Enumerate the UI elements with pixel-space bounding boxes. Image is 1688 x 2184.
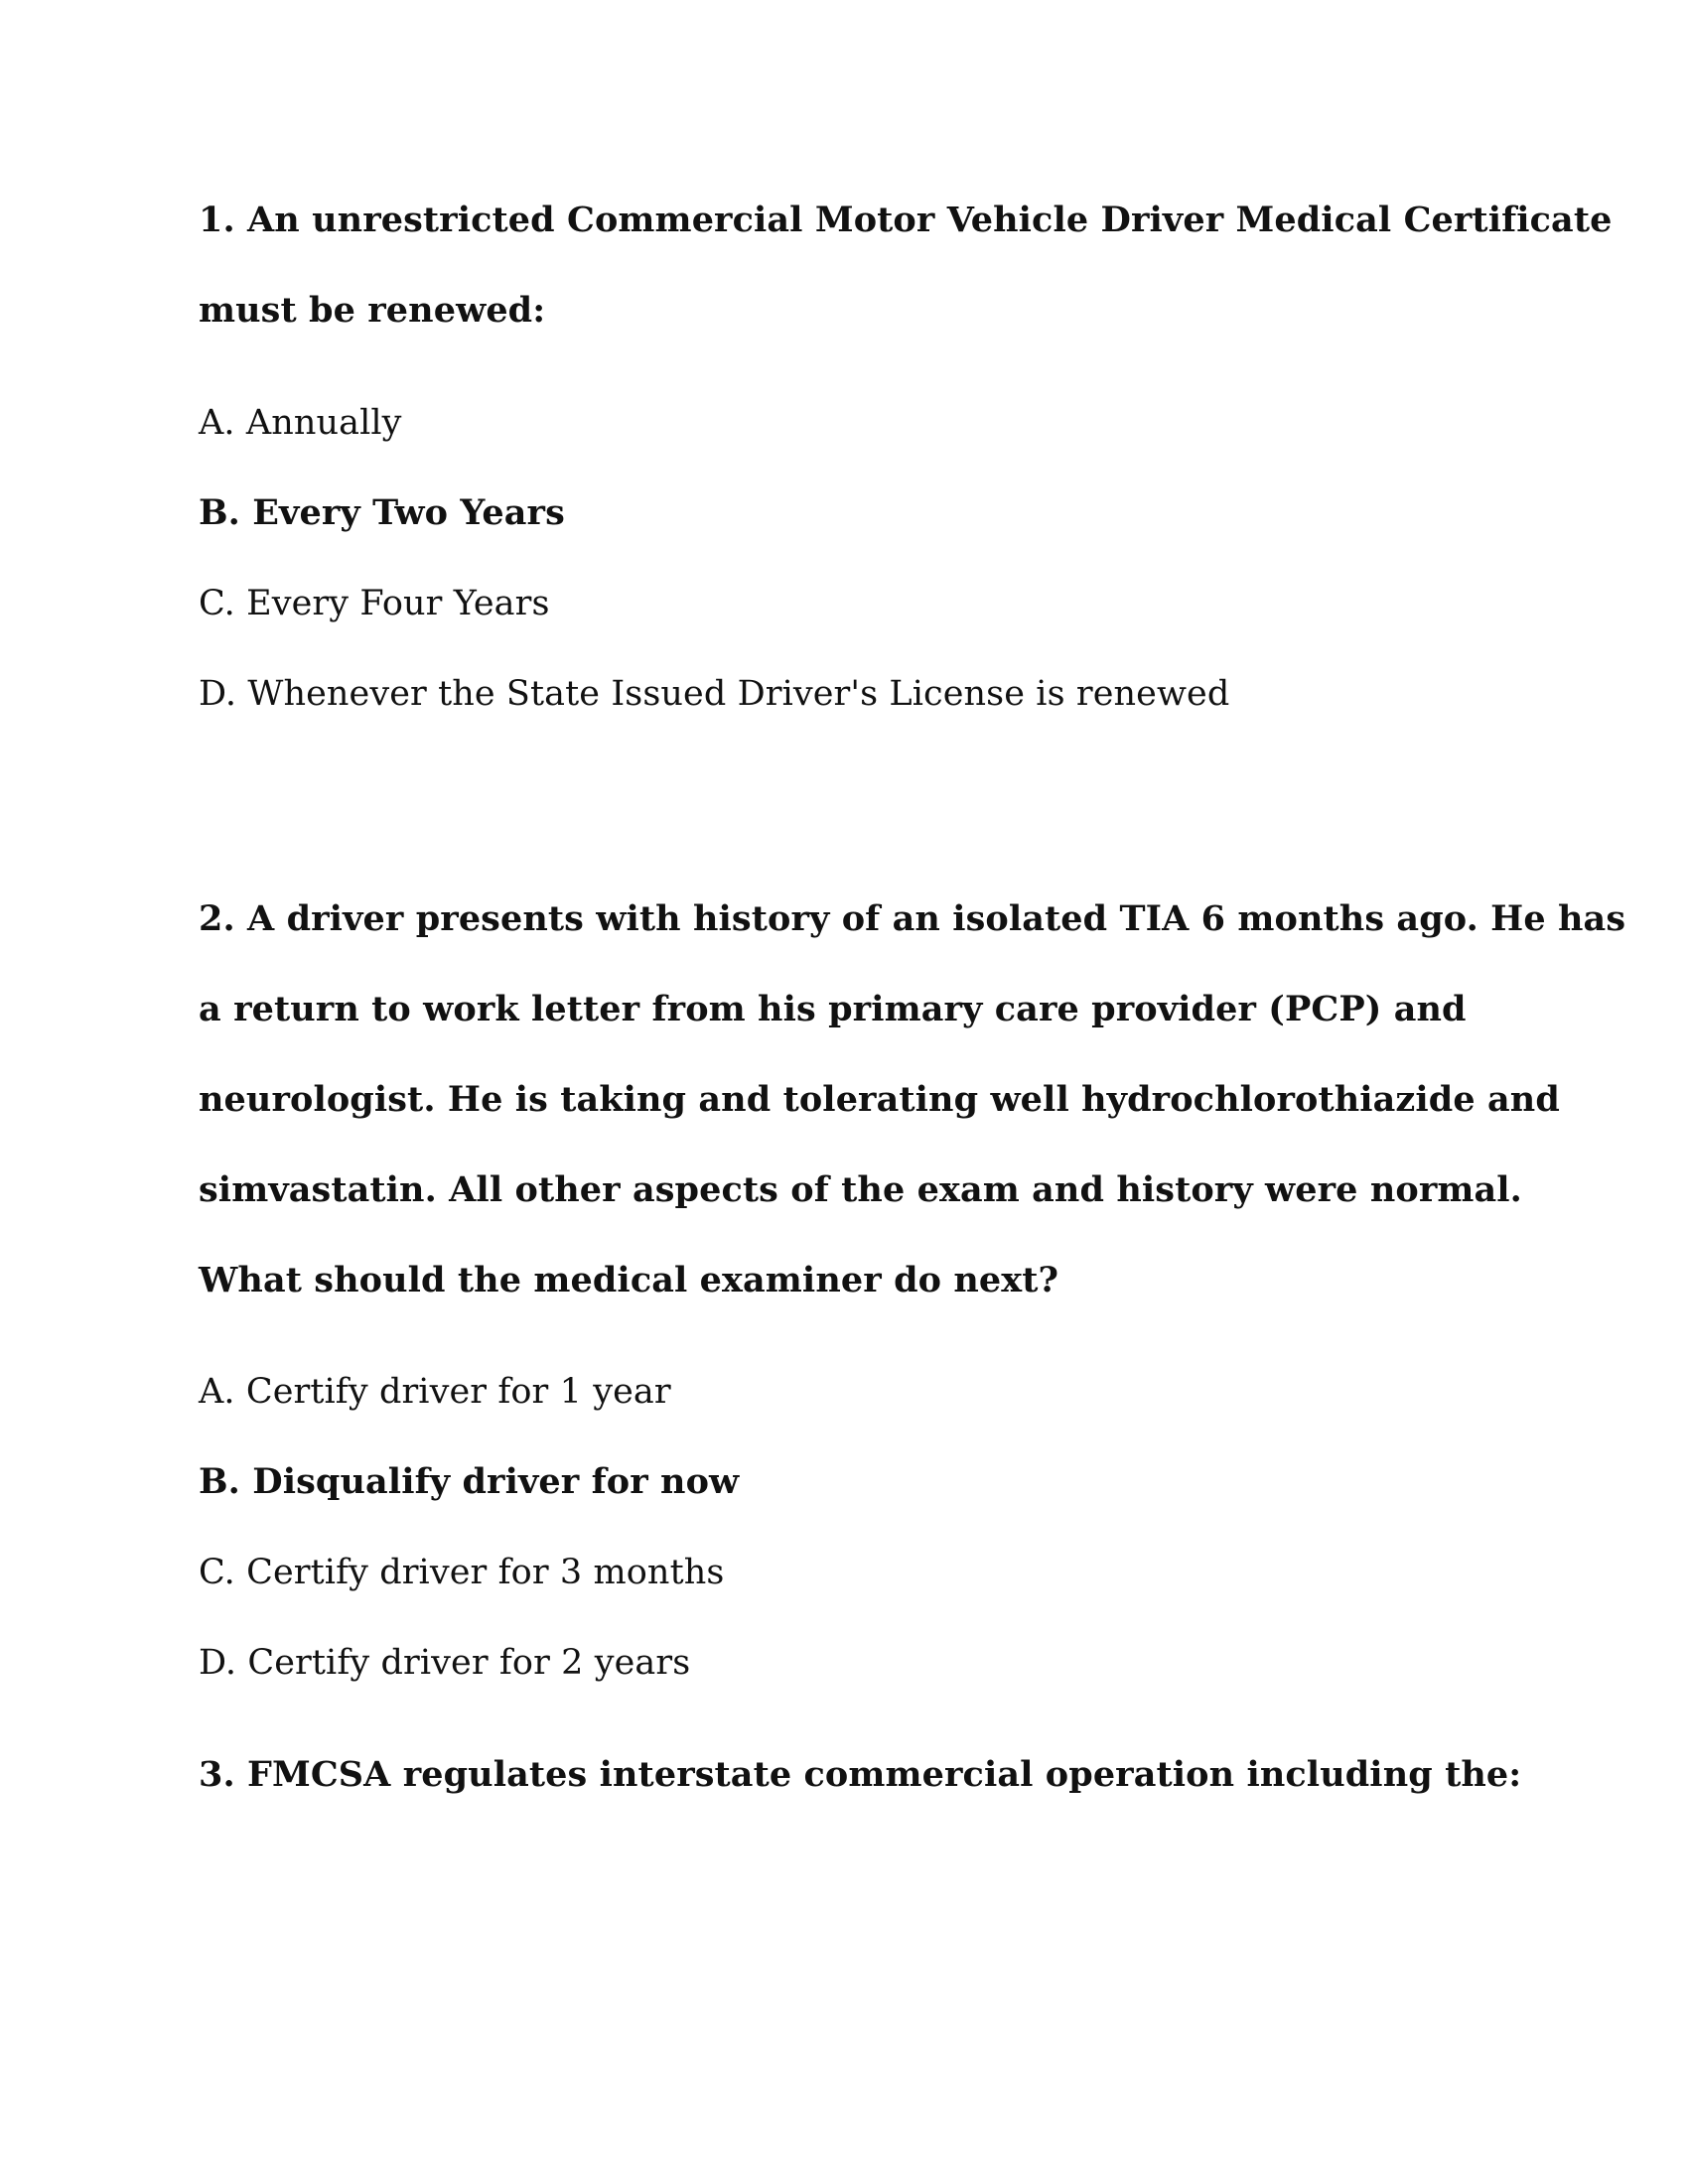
question-1-option-d: D. Whenever the State Issued Driver's License is renewed	[199, 674, 1230, 714]
question-3-stem-line-1: 3. FMCSA regulates interstate commercial operation including the:	[199, 1754, 1522, 1795]
question-2-stem-line-3: neurologist. He is taking and tolerating well hydrochlorothiazide and	[199, 1079, 1560, 1120]
question-2-option-d: D. Certify driver for 2 years	[199, 1643, 691, 1683]
question-2-stem-line-5: What should the medical examiner do next?	[199, 1260, 1059, 1300]
question-2-option-a: A. Certify driver for 1 year	[199, 1372, 671, 1412]
question-2-option-c: C. Certify driver for 3 months	[199, 1553, 725, 1592]
question-2-stem-line-4: simvastatin. All other aspects of the exam and history were normal.	[199, 1169, 1522, 1210]
question-1-option-c: C. Every Four Years	[199, 584, 550, 623]
question-1-stem-line-2: must be renewed:	[199, 290, 546, 331]
question-1-stem-line-1: 1. An unrestricted Commercial Motor Vehicle Driver Medical Certificate	[199, 200, 1613, 240]
question-2-stem-line-1: 2. A driver presents with history of an isolated TIA 6 months ago. He has	[199, 898, 1626, 939]
question-2-option-b-answer: B. Disqualify driver for now	[199, 1461, 740, 1502]
question-2-stem-line-2: a return to work letter from his primary care provider (PCP) and	[199, 989, 1467, 1029]
question-1-option-b-answer: B. Every Two Years	[199, 492, 565, 533]
question-1-option-a: A. Annually	[199, 403, 402, 443]
